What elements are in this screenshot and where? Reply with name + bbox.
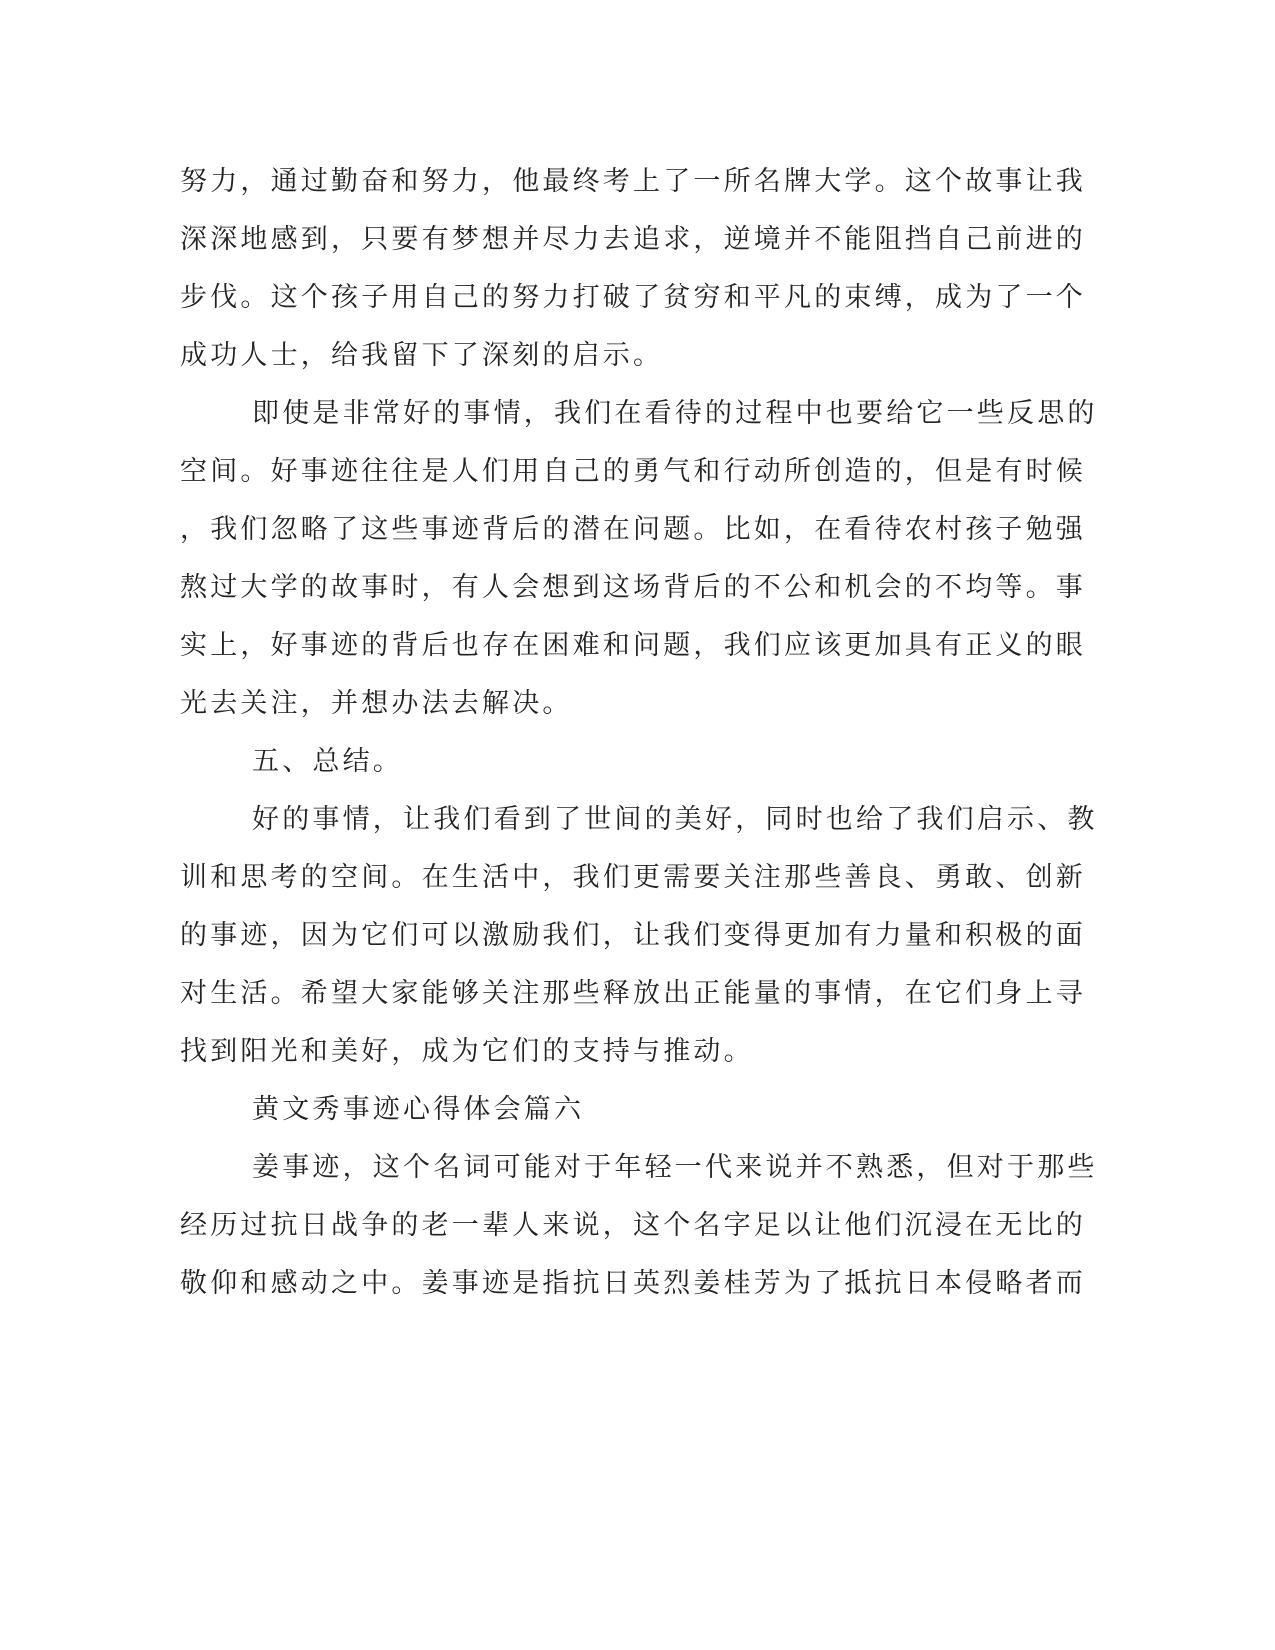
text-line: 对生活。希望大家能够关注那些释放出正能量的事情，在它们身上寻 <box>180 978 1086 1009</box>
text-line: 成功人士，给我留下了深刻的启示。 <box>180 340 664 371</box>
text-line: 熬过大学的故事时，有人会想到这场背后的不公和机会的不均等。事 <box>180 572 1086 603</box>
text-line: 实上，好事迹的背后也存在困难和问题，我们应该更加具有正义的眼 <box>180 630 1086 661</box>
text-line: 的事迹，因为它们可以激励我们，让我们变得更加有力量和积极的面 <box>180 920 1086 951</box>
text-line: 努力，通过勤奋和努力，他最终考上了一所名牌大学。这个故事让我 <box>180 166 1086 197</box>
text-line: 训和思考的空间。在生活中，我们更需要关注那些善良、勇敢、创新 <box>180 862 1086 893</box>
text-line: 空间。好事迹往往是人们用自己的勇气和行动所创造的，但是有时候 <box>180 456 1086 487</box>
text-line: 敬仰和感动之中。姜事迹是指抗日英烈姜桂芳为了抵抗日本侵略者而 <box>180 1268 1086 1299</box>
section-heading: 五、总结。 <box>252 746 403 777</box>
text-line: 深深地感到，只要有梦想并尽力去追求，逆境并不能阻挡自己前进的 <box>180 224 1086 255</box>
text-line: 即使是非常好的事情，我们在看待的过程中也要给它一些反思的 <box>252 398 1098 429</box>
section-title: 黄文秀事迹心得体会篇六 <box>252 1094 585 1125</box>
text-line: 步伐。这个孩子用自己的努力打破了贫穷和平凡的束缚，成为了一个 <box>180 282 1086 313</box>
text-line: 找到阳光和美好，成为它们的支持与推动。 <box>180 1036 754 1067</box>
text-line: ，我们忽略了这些事迹背后的潜在问题。比如，在看待农村孩子勉强 <box>180 514 1086 545</box>
text-line: 好的事情，让我们看到了世间的美好，同时也给了我们启示、教 <box>252 804 1098 835</box>
text-line: 光去关注，并想办法去解决。 <box>180 688 573 719</box>
text-line: 经历过抗日战争的老一辈人来说，这个名字足以让他们沉浸在无比的 <box>180 1210 1086 1241</box>
text-line: 姜事迹，这个名词可能对于年轻一代来说并不熟悉，但对于那些 <box>252 1152 1098 1183</box>
